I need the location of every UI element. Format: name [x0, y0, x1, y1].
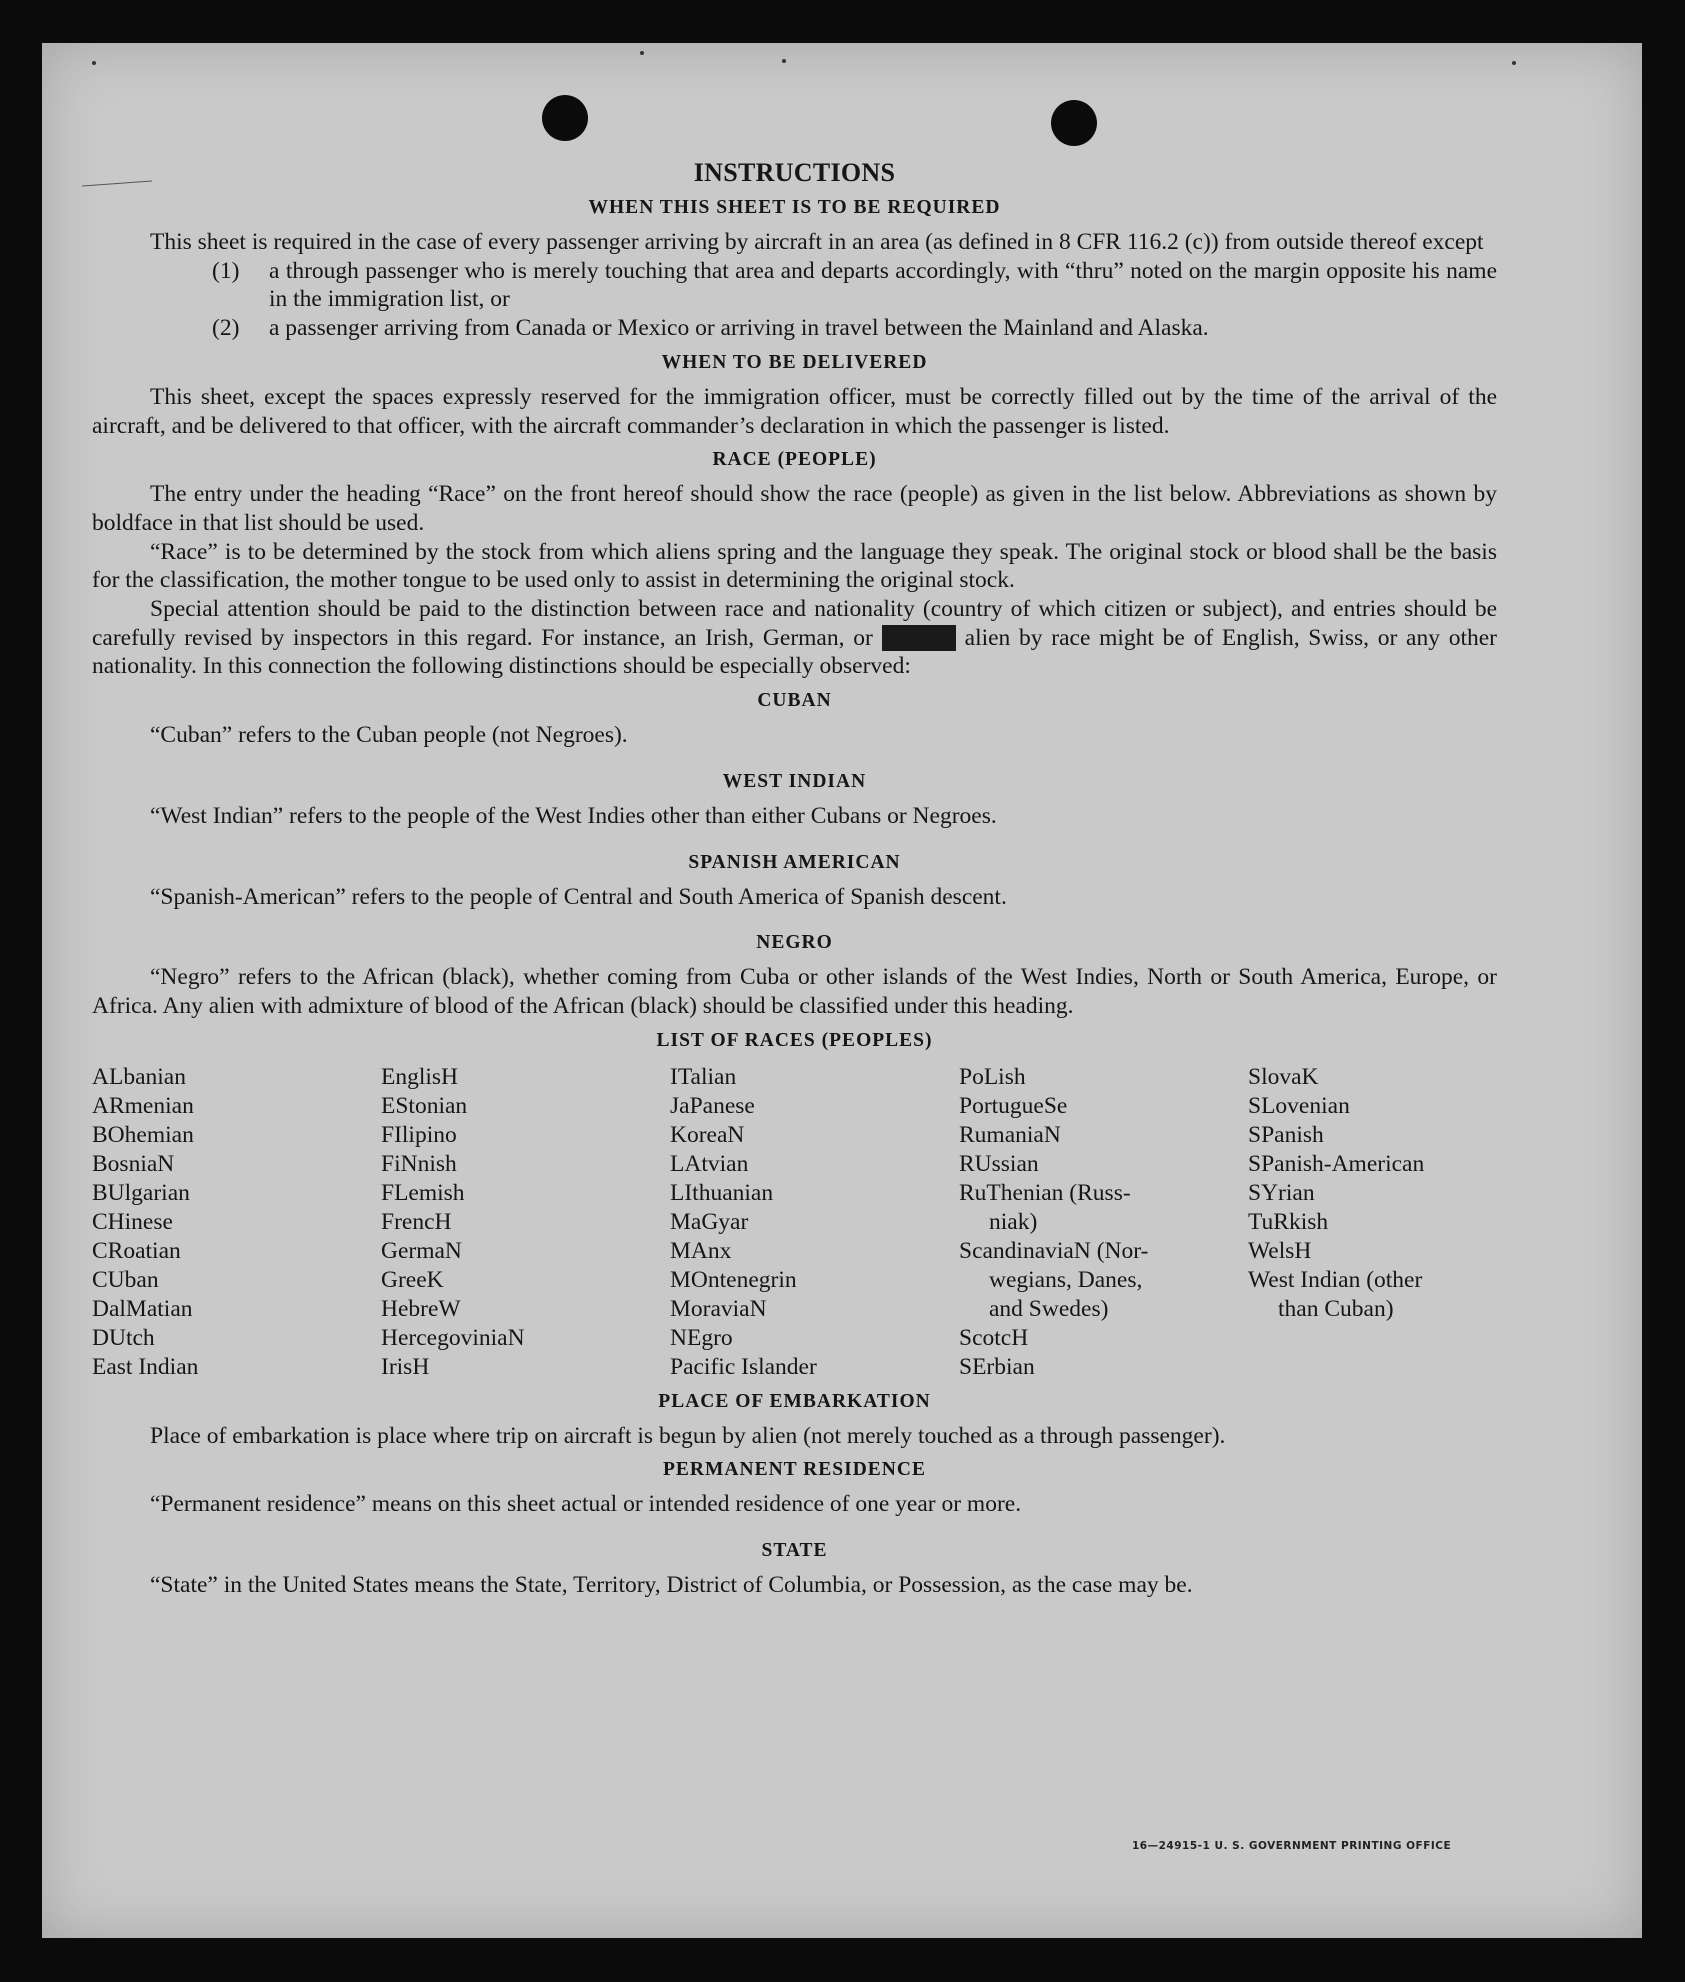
race-item: CUban: [92, 1266, 159, 1293]
speck: [640, 51, 644, 55]
race-paragraph-2: “Race” is to be determined by the stock from which aliens spring and the language they speak. The original stock or blood shall be the basis for the classification, the mother tongue to be used only to assist in determining the original stock.: [92, 538, 1497, 594]
race-item: RuThenian (Russ-: [959, 1179, 1131, 1206]
races-list: [92, 1063, 1497, 1382]
race-paragraph-3: Special attention should be paid to the distinction between race and nationality (country of which citizen or subject), and entries should be carefully revised by inspectors in this regard. For instance, an Irish, German, or Hebrew alien by race might be of English, Swiss, or any other nationality. In this connection the following distinctions should be especially observed:: [92, 596, 1498, 680]
race-item: FIlipino: [381, 1121, 457, 1148]
required-intro: This sheet is required in the case of every passenger arriving by aircraft in an area (as defined in 8 CFR 116.2 (c)) from outside thereof except: [150, 229, 1484, 255]
section-heading-cuban: CUBAN: [757, 690, 832, 712]
race-item: BOhemian: [92, 1121, 194, 1148]
speck: [1512, 61, 1516, 65]
speck: [782, 59, 786, 63]
races-column: [92, 1063, 381, 1382]
race-item: ARmenian: [92, 1092, 194, 1119]
printing-office-code: 16—24915-1 U. S. GOVERNMENT PRINTING OFFICE: [1132, 1840, 1452, 1852]
race-item: ScandinaviaN (Nor-: [959, 1237, 1149, 1264]
race-item: SErbian: [959, 1353, 1035, 1380]
state-text: “State” in the United States means the State, Territory, District of Columbia, or Possession, as the case may be.: [150, 1572, 1193, 1599]
embarkation-text: Place of embarkation is place where trip on aircraft is begun by alien (not merely touched as a through passenger).: [150, 1422, 1226, 1449]
race-item: HercegoviniaN: [381, 1324, 525, 1351]
spanish-american-text: “Spanish-American” refers to the people of Central and South America of Spanish descent.: [150, 883, 1007, 910]
race-item: GreeK: [381, 1266, 444, 1293]
punch-hole: [1051, 100, 1097, 146]
document-page: [42, 43, 1642, 1938]
race-item: ALbanian: [92, 1063, 186, 1090]
race-item: KoreaN: [670, 1121, 745, 1148]
delivered-text: This sheet, except the spaces expressly reserved for the immigration officer, must be correctly filled out by the time of the arrival of the aircraft, and be delivered to that officer, with the aircraft commander’s declaration in which the passenger is listed.: [92, 383, 1497, 439]
section-heading-list-of-races: LIST OF RACES (PEOPLES): [656, 1029, 933, 1051]
race-item: TuRkish: [1248, 1208, 1329, 1235]
race-item: MaGyar: [670, 1208, 749, 1235]
race-item: BosniaN: [92, 1150, 175, 1177]
race-item: CRoatian: [92, 1237, 181, 1264]
race-item: West Indian (other: [1248, 1266, 1423, 1293]
race-item: WelsH: [1248, 1237, 1312, 1264]
race-item: RUssian: [959, 1150, 1039, 1177]
section-heading-spanish-american: SPANISH AMERICAN: [688, 851, 901, 873]
race-item: NEgro: [670, 1324, 733, 1351]
race-item: FiNnish: [381, 1150, 457, 1177]
race-item: East Indian: [92, 1353, 199, 1380]
section-heading-required: WHEN THIS SHEET IS TO BE REQUIRED: [588, 197, 1001, 218]
punch-hole: [542, 95, 588, 141]
race-item: IrisH: [381, 1353, 430, 1380]
west-indian-text: “West Indian” refers to the people of the West Indies other than either Cubans or Negroes.: [150, 802, 997, 829]
section-heading-state: STATE: [761, 1540, 828, 1562]
race-item: PoLish: [959, 1063, 1026, 1090]
race-item: PortugueSe: [959, 1092, 1068, 1119]
race-item: SYrian: [1248, 1179, 1315, 1206]
section-heading-west-indian: WEST INDIAN: [722, 770, 867, 792]
page-title: INSTRUCTIONS: [693, 158, 896, 187]
speck: [92, 61, 96, 65]
race-item: HebreW: [381, 1295, 461, 1322]
race-item: MoraviaN: [670, 1295, 767, 1322]
races-column: [1248, 1063, 1497, 1382]
negro-text: “Negro” refers to the African (black), whether coming from Cuba or other islands of the West Indies, North or South America, Europe, or Africa. Any alien with admixture of blood of the African (black) should be classified under this heading.: [92, 964, 1497, 1019]
exception-2: (2) a passenger arriving from Canada or Mexico or arriving in travel between the Mainland and Alaska.: [212, 315, 1209, 342]
race-item: RumaniaN: [959, 1121, 1061, 1148]
race-item: SLovenian: [1248, 1092, 1350, 1119]
section-heading-embarkation: PLACE OF EMBARKATION: [658, 1390, 931, 1412]
race-item: SPanish: [1248, 1121, 1324, 1148]
race-item: niak): [989, 1208, 1038, 1235]
race-paragraph-1: The entry under the heading “Race” on the front hereof should show the race (people) as given in the list below. Abbreviations as shown by boldface in that list should be used.: [92, 481, 1497, 536]
race-item: ITalian: [670, 1063, 737, 1090]
races-column: [381, 1063, 670, 1382]
permanent-residence-text: “Permanent residence” means on this sheet actual or intended residence of one year or more.: [150, 1491, 1022, 1518]
cuban-text: “Cuban” refers to the Cuban people (not Negroes).: [150, 722, 628, 749]
race-item: GermaN: [381, 1237, 462, 1264]
section-heading-race: RACE (PEOPLE): [712, 449, 877, 471]
race-item: FLemish: [381, 1179, 465, 1206]
race-item: DUtch: [92, 1324, 155, 1351]
race-item: SlovaK: [1248, 1063, 1319, 1090]
race-item: than Cuban): [1278, 1295, 1394, 1322]
race-item: ScotcH: [959, 1324, 1029, 1351]
race-item: SPanish-American: [1248, 1150, 1425, 1177]
struck-word: Hebrew: [881, 624, 956, 651]
race-item: EStonian: [381, 1092, 468, 1119]
race-item: LIthuanian: [670, 1179, 774, 1206]
race-item: JaPanese: [670, 1092, 755, 1119]
section-heading-negro: NEGRO: [756, 932, 833, 954]
race-item: BUlgarian: [92, 1179, 190, 1206]
race-item: wegians, Danes,: [989, 1266, 1143, 1293]
section-heading-permanent-residence: PERMANENT RESIDENCE: [663, 1459, 926, 1481]
race-item: EnglisH: [381, 1063, 459, 1090]
section-heading-delivered: WHEN TO BE DELIVERED: [661, 351, 928, 373]
race-item: MOntenegrin: [670, 1266, 797, 1293]
race-item: CHinese: [92, 1208, 173, 1235]
race-item: DalMatian: [92, 1295, 193, 1322]
races-column: [959, 1063, 1248, 1382]
instructions-content: [92, 158, 1497, 1600]
race-item: and Swedes): [989, 1295, 1109, 1322]
races-column: [670, 1063, 959, 1382]
exception-1: (1) a through passenger who is merely touching that area and departs accordingly, with “thru” noted on the margin opposite his name in the immigration list, or: [212, 257, 1497, 313]
race-item: LAtvian: [670, 1150, 749, 1177]
race-item: FrencH: [381, 1208, 452, 1235]
race-item: Pacific Islander: [670, 1353, 817, 1380]
race-item: MAnx: [670, 1237, 732, 1264]
